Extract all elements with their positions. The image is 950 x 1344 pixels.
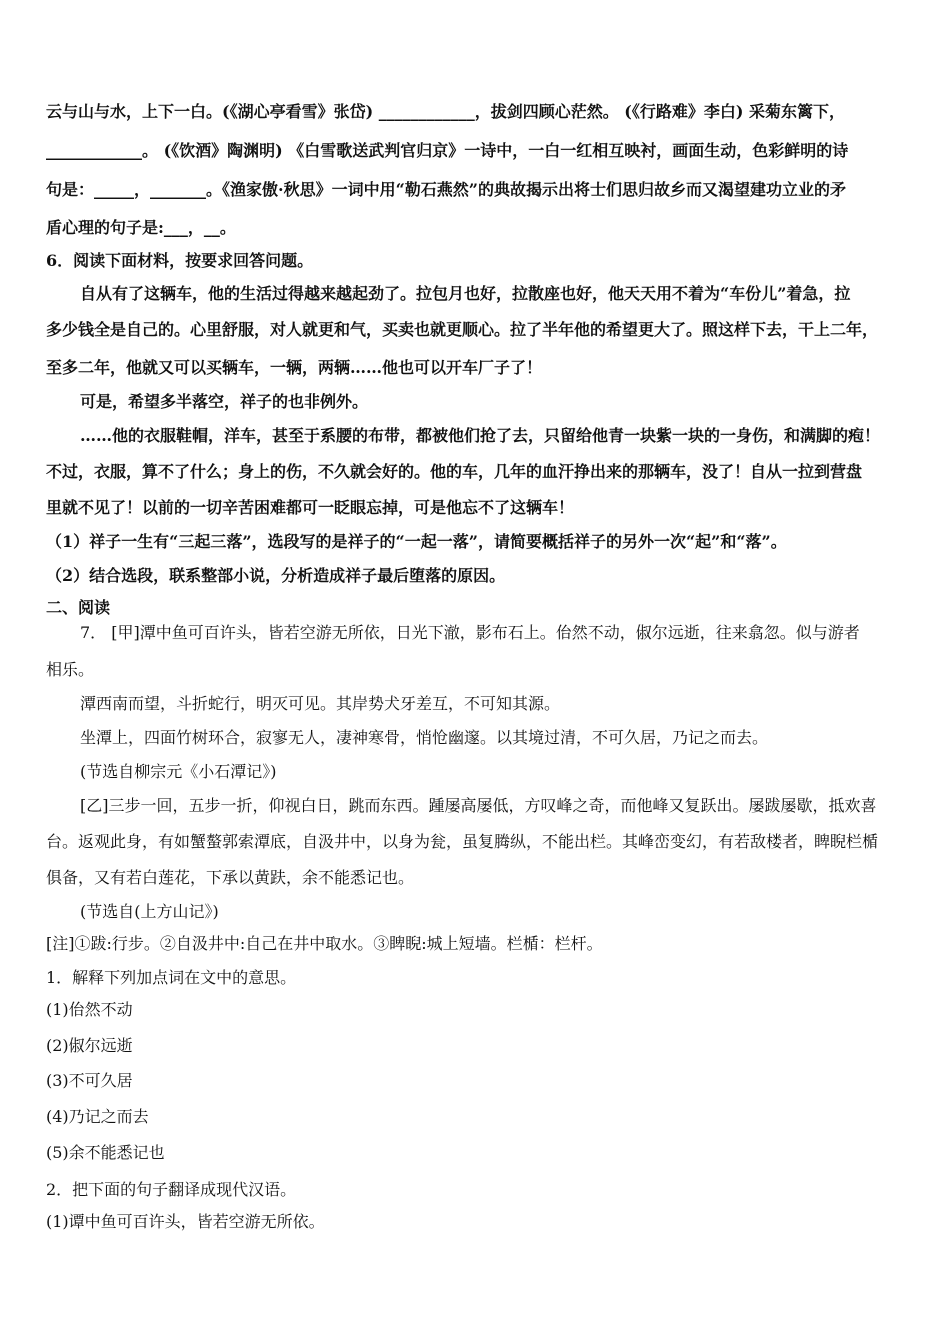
q7-line-2: 相乐。	[46, 660, 95, 679]
q7-note: [注]①跋:行步。②自汲井中:自己在井中取水。③睥睨:城上短墙。栏楯：栏杆。	[46, 934, 603, 953]
q6-passage-line-2: 多少钱全是自己的。心里舒服，对人就更和气，买卖也就更顺心。拉了半年他的希望更大了。照这样下去，干上二年，	[46, 320, 879, 339]
q6-passage-line-1: 自从有了这辆车，他的生活过得越来越起劲了。拉包月也好，拉散座也好，他天天用不着为“车份儿”着急，拉	[80, 284, 851, 303]
task-1-item: (4)乃记之而去	[46, 1107, 149, 1126]
q6-passage-line-4: 可是，希望多半落空，祥子的也非例外。	[80, 392, 369, 411]
q6-passage-line-7: 里就不见了！以前的一切辛苦困难都可一眨眼忘掉，可是他忘不了这辆车！	[46, 498, 575, 517]
q7-line-8: 俱备，又有若白莲花，下承以黄趺，余不能悉记也。	[46, 868, 415, 887]
q6-title: 6．阅读下面材料，按要求回答问题。	[46, 251, 314, 270]
q6-subquestion-1: （1）祥子一生有“三起三落”，选段写的是祥子的“一起一落”，请简要概括祥子的另外一次“起”和“落”。	[46, 532, 787, 551]
q5-line-1: 云与山与水，上下一白。(《湖心亭看雪》张岱) ____________，拔剑四顾心茫然。 (《行路难》李白) 采菊东篱下，	[46, 102, 845, 121]
task-1-item: (2)俶尔远逝	[46, 1036, 133, 1055]
q7-line-7: 台。返观此身，有如蟹螯郭索潭底，自汲井中，以身为瓮，虽复腾纵，不能出栏。其峰峦变幻，有若敌楼者，睥睨栏楯	[46, 832, 879, 851]
q7-line-1: 7． [甲]潭中鱼可百许头，皆若空游无所依，日光下澈，影布石上。佁然不动，俶尔远逝，往来翕忽。似与游者	[80, 623, 860, 642]
q7-line-4: 坐潭上，四面竹树环合，寂寥无人，凄神寒骨，悄怆幽邃。以其境过清，不可久居，乃记之而去。	[80, 728, 769, 747]
q7-source-2: (节选自(上方山记》)	[80, 902, 219, 921]
task-1-heading: 1．解释下列加点词在文中的意思。	[46, 968, 297, 987]
q6-passage-line-6: 不过，衣服，算不了什么；身上的伤，不久就会好的。他的车，几年的血汗挣出来的那辆车，没了！自从一拉到营盘	[46, 462, 863, 481]
q6-subquestion-2: （2）结合选段，联系整部小说，分析造成祥子最后堕落的原因。	[46, 566, 506, 585]
task-1-item: (1)佁然不动	[46, 1000, 133, 1019]
q5-line-4: 盾心理的句子是:___，__。	[46, 218, 236, 237]
q5-line-3: 句是：_____，_______。《渔家傲·秋思》一词中用“勒石燕然”的典故揭示出将士们思归故乡而又渴望建功立业的矛	[46, 180, 846, 199]
q6-passage-line-5: ……他的衣服鞋帽，洋车，甚至于系腰的布带，都被他们抢了去，只留给他青一块紫一块的一身伤，和满脚的疱！	[80, 426, 881, 445]
section-heading: 二、阅读	[46, 598, 111, 617]
q5-line-2: ____________。 (《饮酒》陶渊明) 《白雪歌送武判官归京》一诗中，一白一红相互映衬，画面生动，色彩鲜明的诗	[46, 141, 849, 160]
task-2-item: (1)谭中鱼可百许头，皆若空游无所依。	[46, 1212, 325, 1231]
task-1-item: (5)余不能悉记也	[46, 1143, 165, 1162]
q7-source-1: (节选自柳宗元《小石潭记》)	[80, 762, 277, 781]
q7-line-3: 潭西南而望，斗折蛇行，明灭可见。其岸势犬牙差互，不可知其源。	[80, 694, 561, 713]
task-1-item: (3)不可久居	[46, 1071, 133, 1090]
q7-line-6: [乙]三步一回，五步一折，仰视白日，跳而东西。踵屡高屡低，方叹峰之奇，而他峰又复跃出。屡跋屡歇，抵欢喜	[80, 796, 877, 815]
task-2-heading: 2．把下面的句子翻译成现代汉语。	[46, 1180, 297, 1199]
q6-passage-line-3: 至多二年，他就又可以买辆车，一辆，两辆……他也可以开车厂子了！	[46, 358, 543, 377]
